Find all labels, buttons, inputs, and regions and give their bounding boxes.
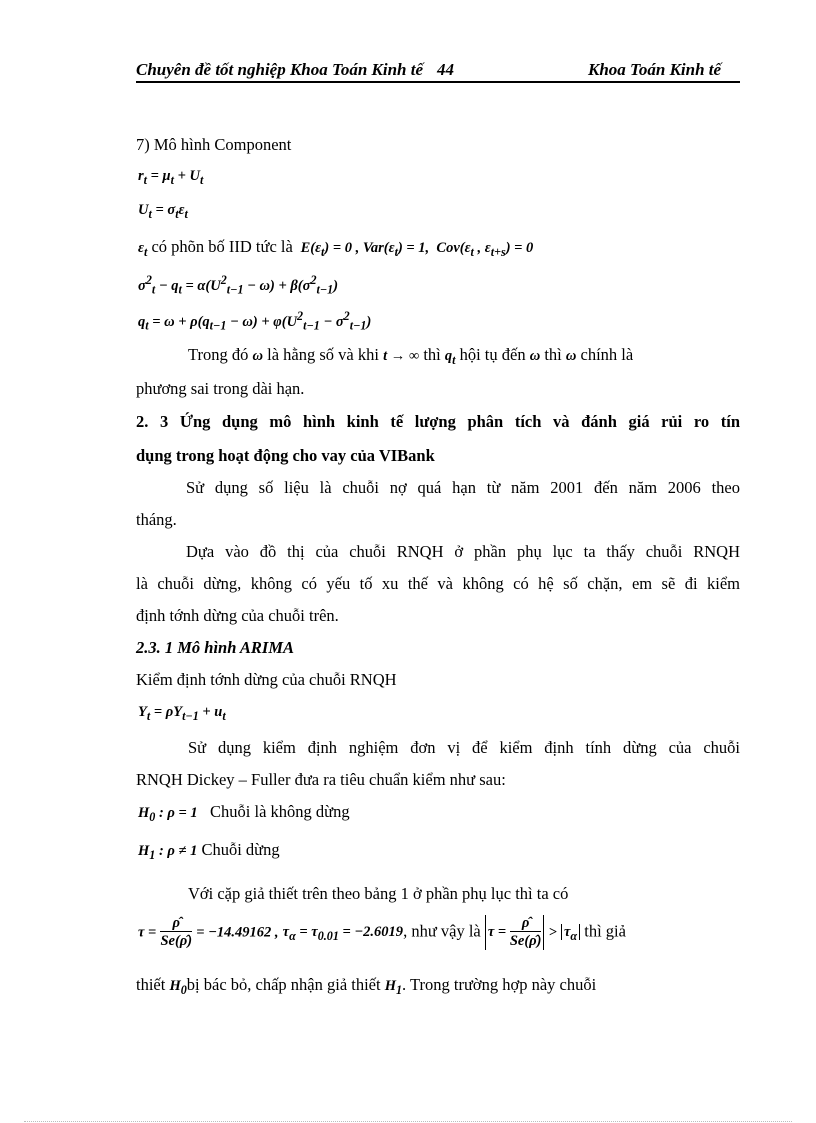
header-rule: [136, 81, 740, 83]
eq-iid-line: $\varepsilon_t$ có phõn bố IID tức là $E(\varepsilon_t) = 0$ , $Var(\varepsilon_t) = 1$, $Cov(\varepsilon_t$ , $\varepsilon_{t+s}) = 0$: [138, 237, 534, 259]
page-number: 44: [437, 60, 454, 79]
para4-line2: RNQH Dickey – Fuller đưa ra tiêu chuẩn kiểm như sau:: [136, 770, 506, 789]
para-trong-do: Trong đó ω là hằng số và khi t → ∞ thì $q_t$ hội tụ đến ω thì ω chính là: [188, 345, 634, 367]
para2-line1: Sử dụng số liệu là chuỗi nợ quá hạn từ năm 2001 đến năm 2006 theo: [186, 478, 740, 497]
section23-heading-line2: dụng trong hoạt động cho vay của VIBank: [136, 446, 435, 465]
para4-line1: Sử dụng kiểm định nghiệm đơn vị để kiểm định tính dừng của chuỗi: [188, 738, 740, 757]
eq-sigma: $\sigma^2_t - q_t = \alpha(U^2_{t-1} - \omega) + \beta(\sigma^2_{t-1})$: [138, 273, 339, 297]
eq-r-t: $r_t = \mu_t + U_t$: [138, 168, 204, 187]
eq-u-t: $U_t = \sigma_t\varepsilon_t$: [138, 202, 188, 221]
section231-line1: Kiểm định tớnh dừng của chuỗi RNQH: [136, 670, 397, 689]
eq-q-t: $q_t = \omega + \rho(q_{t-1} - \omega) + \varphi(U^2_{t-1} - \sigma^2_{t-1})$: [138, 309, 372, 333]
para3-line3: định tớnh dừng của chuỗi trên.: [136, 606, 339, 625]
eq-y-t: $Y_t = \rho Y_{t-1} + u_t$: [138, 704, 226, 723]
header-left: Chuyên đề tốt nghiệp Khoa Toán Kinh tế: [136, 60, 424, 79]
section7-title: 7) Mô hình Component: [136, 135, 292, 154]
para2-line2: tháng.: [136, 510, 177, 529]
tau-value: = −14.49162 ,: [196, 924, 279, 941]
para5: Với cặp giả thiết trên theo bảng 1 ở phần phụ lục thì ta có: [188, 884, 569, 903]
para-trong-do-line2: phương sai trong dài hạn.: [136, 379, 305, 398]
hypothesis-h1: $H_1$ : ρ ≠ 1 Chuỗi dừng: [138, 840, 280, 862]
para7: thiết $H_0bị$ bác bỏ, chấp nhận giả thiết $H_1$. Trong trường hợp này chuỗi: [136, 975, 597, 997]
section231-heading: 2.3. 1 Mô hình ARIMA: [136, 638, 295, 657]
footer-dotted-rule: [24, 1121, 792, 1122]
para3-line1: Dựa vào đồ thị của chuỗi RNQH ở phần phụ lục ta thấy chuỗi RNQH: [186, 542, 740, 561]
para3-line2: là chuỗi dừng, không có yếu tố xu thế và không có hệ số chặn, em sẽ đi kiểm: [136, 574, 740, 593]
iid-text: có phõn bố IID tức là: [151, 237, 293, 256]
section23-heading-line1: 2. 3 Ứng dụng mô hình kinh tế lượng phân tích và đánh giá rủi ro tín: [136, 412, 740, 431]
header-right: Khoa Toán Kinh tế: [588, 60, 722, 79]
hypothesis-h0: $H_0$ : ρ = 1 Chuỗi là không dừng: [138, 802, 350, 824]
tau-line: τ = $\frac{\rhô}{Se(\rhô)}$ = −14.49162 , $\tau_\alpha = \tau_{0.01} = -2.6019$, như vậy là τ = $\frac{\rhô}{Se(\rhô)}$ > $\tau_\alpha$ thì giả: [138, 915, 626, 949]
